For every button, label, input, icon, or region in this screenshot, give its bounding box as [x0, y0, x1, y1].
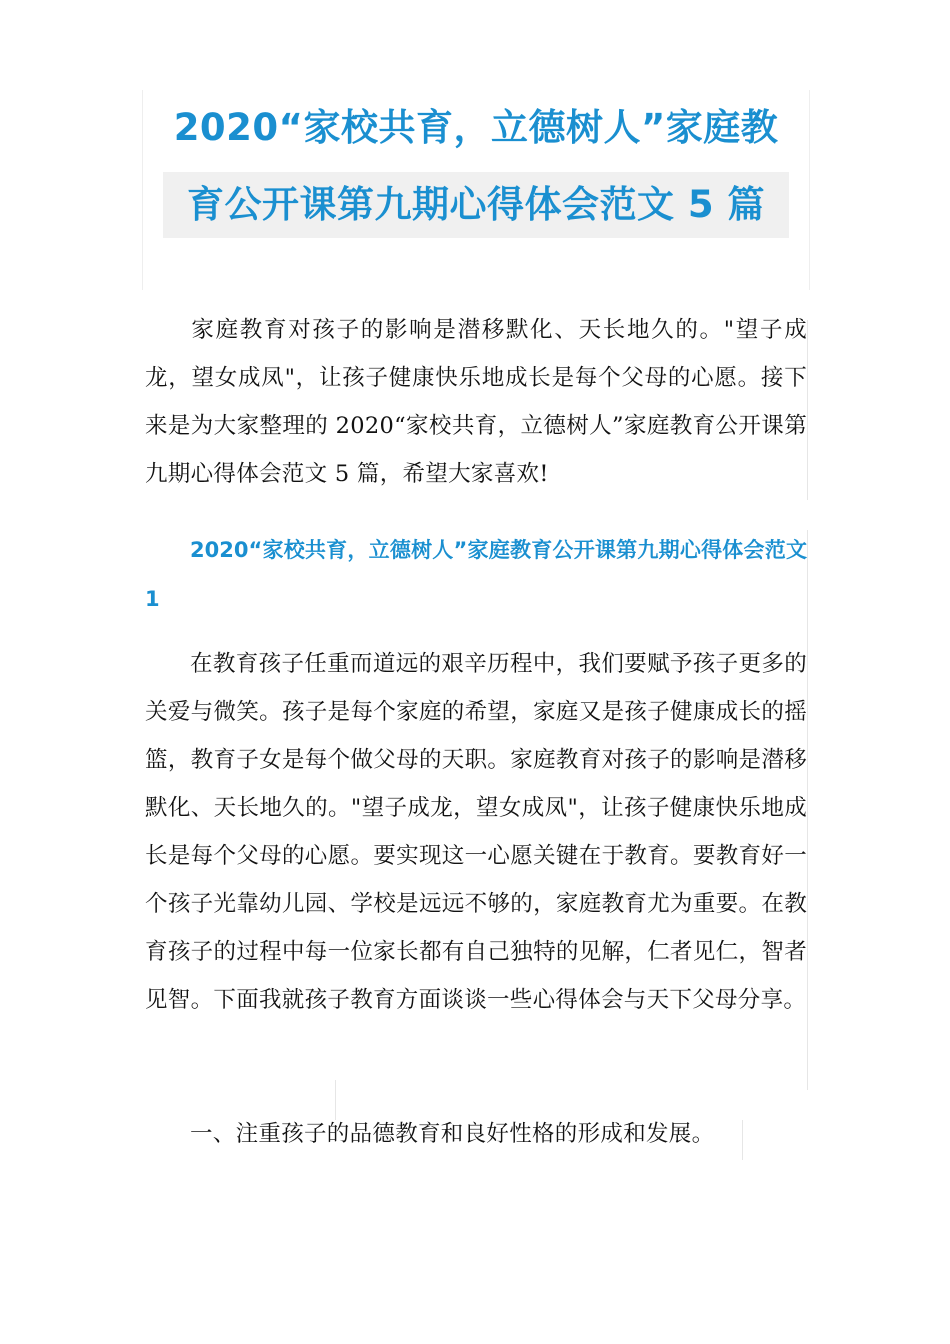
body-paragraph	[145, 640, 807, 1024]
body-paragraph-text: 在教育孩子任重而道远的艰辛历程中，我们要赋予孩子更多的关爱与微笑。孩子是每个家庭的希望，家庭又是孩子健康成长的摇篮，教育子女是每个做父母的天职。家庭教育对孩子的影响是潜移默化、天长地久的。"望子成龙，望女成凤"，让孩子健康快乐地成长是每个父母的心愿。要实现这一心愿关键在于教育。要教育好一个孩子光靠幼儿园、学校是远远不够的，家庭教育尤为重要。在教育孩子的过程中每一位家长都有自己独特的见解，仁者见仁，智者见智。下面我就孩子教育方面谈谈一些心得体会与天下父母分享。	[145, 651, 807, 1013]
document-title-line-2: 育公开课第九期心得体会范文 5 篇	[163, 172, 789, 238]
section-heading-text: 2020“家校共育，立德树人”家庭教育公开课第九期心得体会范文 1	[145, 538, 807, 611]
document-title-line-1	[143, 100, 809, 156]
section-heading	[145, 526, 807, 624]
point-one-paragraph	[145, 1110, 807, 1158]
margin-line	[807, 530, 808, 1090]
intro-paragraph	[145, 306, 807, 498]
margin-line	[742, 1120, 743, 1160]
point-one-text: 一、注重孩子的品德教育和良好性格的形成和发展。	[190, 1121, 715, 1147]
margin-line	[807, 320, 808, 500]
document-title-text-1: 2020“家校共育，立德树人”家庭教	[173, 106, 779, 149]
title-block	[142, 90, 810, 290]
margin-line	[335, 1080, 336, 1120]
intro-paragraph-text: 家庭教育对孩子的影响是潜移默化、天长地久的。"望子成龙，望女成凤"，让孩子健康快乐地成长是每个父母的心愿。接下来是为大家整理的 2020“家校共育，立德树人”家庭教育公开课第九期心得体会范文 5 篇，希望大家喜欢!	[145, 317, 807, 487]
